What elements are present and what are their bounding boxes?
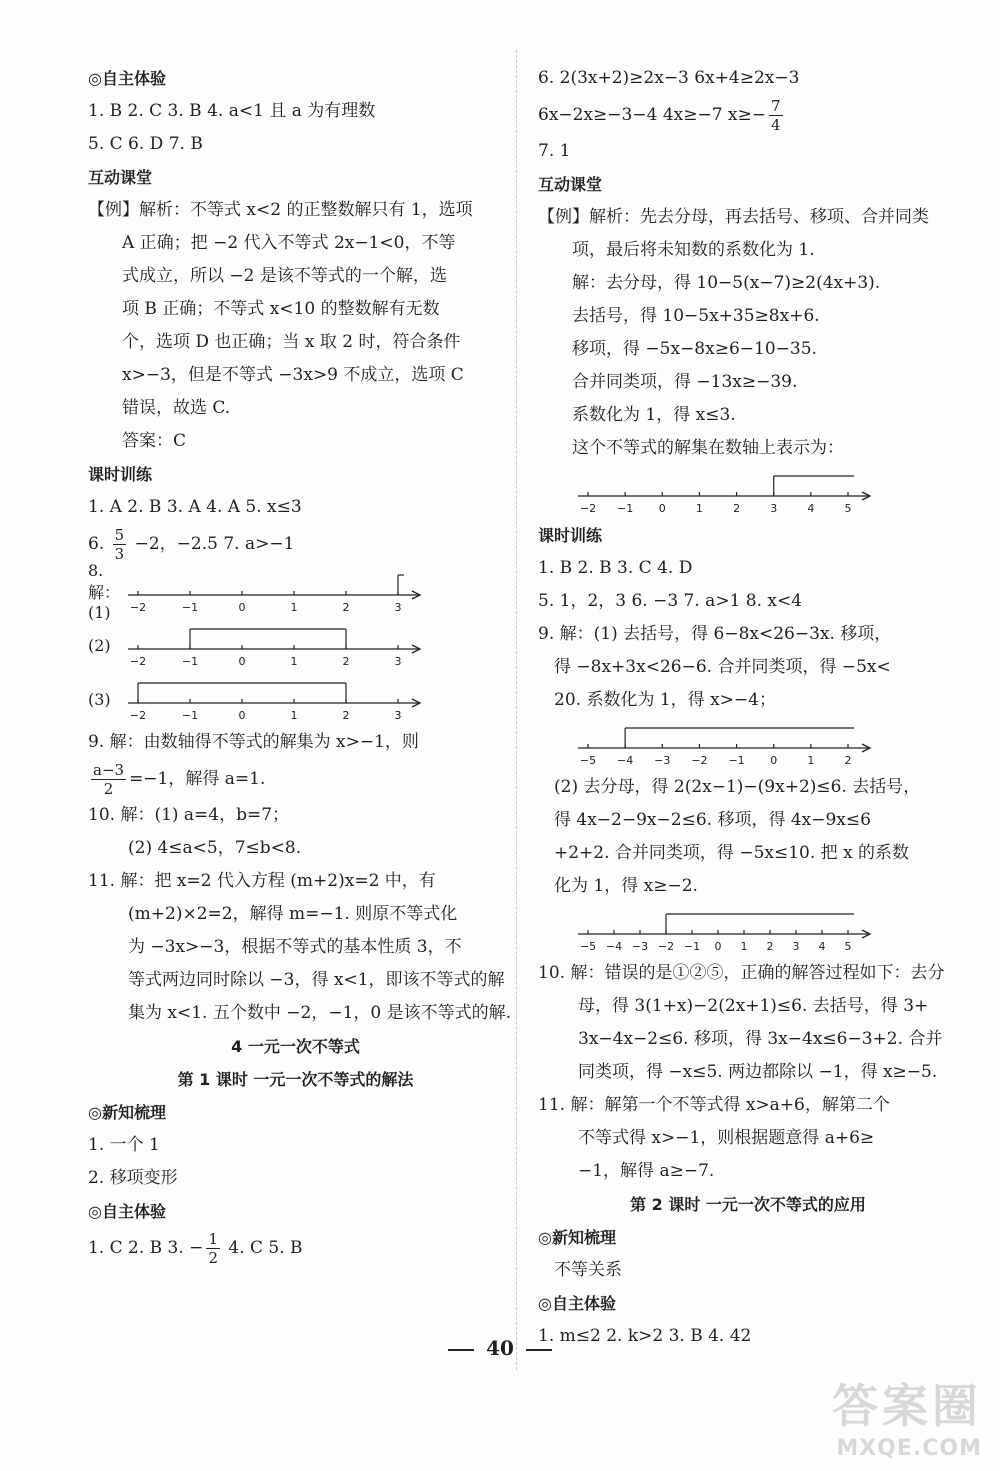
number-line-row xyxy=(538,717,958,771)
text-line: 解：去分母，得 10−5(x−7)≥2(4x+3). xyxy=(572,273,881,293)
tick-label: 2 xyxy=(766,940,774,953)
fraction xyxy=(206,1230,220,1267)
denominator: 3 xyxy=(114,545,125,563)
section-heading: ◎自主体验 xyxy=(538,1294,616,1313)
text-line: 答案：C xyxy=(122,431,187,451)
tick-label: −5 xyxy=(579,754,597,767)
section-heading: ◎自主体验 xyxy=(88,1202,166,1221)
tick-label: 1 xyxy=(290,709,298,722)
text-line: 不等式得 x>−1，则根据题意得 a+6≥ xyxy=(578,1128,875,1148)
number-line-label: 8. 解：(1) xyxy=(88,560,121,622)
section-heading: 互动课堂 xyxy=(88,168,153,187)
number-line xyxy=(574,718,874,770)
text-line xyxy=(538,95,958,135)
text-line: 去括号，得 10−5x+35≥8x+6. xyxy=(572,306,820,326)
tick-label: 3 xyxy=(394,709,402,722)
tick-label: −1 xyxy=(617,502,634,515)
tick-label: 1 xyxy=(695,502,703,515)
frac-prefix: 1. C 2. B 3. − xyxy=(88,1238,204,1258)
denominator: 2 xyxy=(103,780,114,798)
text-line: 系数化为 1，得 x≤3. xyxy=(572,405,736,425)
text-line: 得 −8x+3x<26−6. 合并同类项，得 −5x< xyxy=(554,657,891,677)
text-line: 1. 一个 1 xyxy=(88,1135,160,1155)
tick-label: 2 xyxy=(342,709,350,722)
text-line: 10. 解：(1) a=4，b=7； xyxy=(88,805,290,825)
tick-label: −2 xyxy=(579,502,597,515)
text-line: 5. C 6. D 7. B xyxy=(88,134,203,154)
tick-label: 0 xyxy=(238,655,246,668)
number-line-row xyxy=(88,560,503,622)
text-line: 为 −3x>−3，根据不等式的基本性质 3，不 xyxy=(128,937,462,957)
tick-label: 1 xyxy=(807,754,815,767)
tick-label: −4 xyxy=(617,754,634,767)
text-line: 个，选项 D 也正确；当 x 取 2 时，符合条件 xyxy=(122,332,461,352)
text-line: 1. m≤2 2. k>2 3. B 4. 42 xyxy=(538,1326,752,1346)
numerator: 1 xyxy=(208,1230,218,1248)
number-line xyxy=(124,673,424,725)
frac-suffix: −2，−2.5 7. a>−1 xyxy=(129,534,295,554)
watermark-logo-text: 答案圈 xyxy=(832,1379,982,1433)
page-number-value: 40 xyxy=(486,1336,514,1360)
tick-label: 3 xyxy=(792,940,800,953)
frac-prefix: 6. xyxy=(88,534,110,554)
text-line: 合并同类项，得 −13x≥−39. xyxy=(572,372,798,392)
tick-label: −5 xyxy=(579,940,597,953)
lesson-title: 4 一元一次不等式 xyxy=(231,1037,360,1056)
tick-label: 2 xyxy=(342,655,350,668)
frac-suffix: =−1，解得 a=1. xyxy=(129,769,266,789)
tick-label: −1 xyxy=(683,940,701,953)
text-line xyxy=(88,1228,503,1268)
tick-label: 0 xyxy=(714,940,722,953)
tick-label: −2 xyxy=(129,601,147,614)
text-line: 集为 x<1. 五个数中 −2，−1，0 是该不等式的解. xyxy=(128,1003,512,1023)
tick-label: 2 xyxy=(342,601,350,614)
section-heading: ◎自主体验 xyxy=(88,69,166,88)
text-line: 【例】解析：不等式 x<2 的正整数解只有 1，选项 xyxy=(88,200,473,220)
number-line-row xyxy=(538,903,958,957)
tick-label: −1 xyxy=(728,754,745,767)
tick-label: −2 xyxy=(691,754,708,767)
number-line-row xyxy=(88,672,503,726)
tick-label: 3 xyxy=(770,502,778,515)
text-line: 1. B 2. C 3. B 4. a<1 且 a 为有理数 xyxy=(88,101,376,121)
number-line-row xyxy=(88,618,503,672)
text-line xyxy=(88,524,503,564)
text-line: 11. 解：把 x=2 代入方程 (m+2)x=2 中，有 xyxy=(88,871,436,891)
denominator: 2 xyxy=(208,1249,218,1267)
section-heading: 课时训练 xyxy=(88,465,153,484)
page-number xyxy=(0,1336,1000,1360)
frac-suffix: 4. C 5. B xyxy=(222,1238,303,1258)
tick-label: −2 xyxy=(129,655,147,668)
tick-label: 2 xyxy=(844,754,852,767)
tick-label: −2 xyxy=(657,940,675,953)
text-line: 得 4x−2−9x−2≤6. 移项，得 4x−9x≤6 xyxy=(554,810,871,830)
tick-label: 2 xyxy=(733,502,741,515)
text-line: x>−3，但是不等式 −3x>9 不成立，选项 C xyxy=(122,365,464,385)
text-line: 【例】解析：先去分母，再去括号、移项、合并同类 xyxy=(538,207,929,227)
tick-label: 4 xyxy=(807,502,815,515)
fraction xyxy=(91,761,126,798)
text-line: 项，最后将未知数的系数化为 1. xyxy=(572,240,815,260)
text-line: 9. 解：(1) 去括号，得 6−8x<26−3x. 移项， xyxy=(538,624,892,644)
tick-label: −3 xyxy=(631,940,649,953)
number-line xyxy=(124,619,424,671)
tick-label: 1 xyxy=(290,655,298,668)
text-line: 6. 2(3x+2)≥2x−3 6x+4≥2x−3 xyxy=(538,68,800,88)
column-divider xyxy=(516,50,517,1370)
text-line: 这个不等式的解集在数轴上表示为： xyxy=(572,438,844,458)
tick-label: 0 xyxy=(770,754,778,767)
number-line xyxy=(574,904,874,956)
text-line: 3x−4x−2≤6. 移项，得 3x−4x≤6−3+2. 合并 xyxy=(578,1029,943,1049)
page-number-dash-right xyxy=(526,1349,552,1351)
tick-label: −1 xyxy=(181,709,199,722)
text-line: (2) 去分母，得 2(2x−1)−(9x+2)≤6. 去括号， xyxy=(554,777,921,797)
fraction xyxy=(113,526,127,563)
tick-label: 5 xyxy=(844,502,852,515)
number-line-label: (2) xyxy=(88,635,111,655)
numerator: 5 xyxy=(114,526,125,544)
section-heading: ◎新知梳理 xyxy=(88,1103,166,1122)
tick-label: 5 xyxy=(844,940,852,953)
right-column xyxy=(538,62,958,1353)
text-line: 2. 移项变形 xyxy=(88,1168,178,1188)
text-line: 11. 解：解第一个不等式得 x>a+6，解第二个 xyxy=(538,1095,890,1115)
tick-label: 3 xyxy=(394,655,402,668)
text-line: 母，得 3(1+x)−2(2x+1)≤6. 去括号，得 3+ xyxy=(578,996,929,1016)
section-heading: 互动课堂 xyxy=(538,175,603,194)
section-heading: ◎新知梳理 xyxy=(538,1228,616,1247)
fraction xyxy=(769,97,783,134)
tick-label: −1 xyxy=(181,655,199,668)
numerator: a−3 xyxy=(93,761,125,779)
tick-label: 4 xyxy=(818,940,826,953)
text-line: 式成立，所以 −2 是该不等式的一个解，选 xyxy=(122,266,447,286)
tick-label: −1 xyxy=(181,601,199,614)
text-line: +2+2. 合并同类项，得 −5x≤10. 把 x 的系数 xyxy=(554,843,910,863)
text-line: 7. 1 xyxy=(538,141,571,161)
tick-label: −4 xyxy=(605,940,623,953)
text-line: 1. A 2. B 3. A 4. A 5. x≤3 xyxy=(88,497,302,517)
text-line: −1，解得 a≥−7. xyxy=(578,1161,715,1181)
text-line: (m+2)×2=2，解得 m=−1. 则原不等式化 xyxy=(128,904,458,924)
tick-label: 0 xyxy=(238,709,246,722)
text-line: 10. 解：错误的是①②⑤，正确的解答过程如下：去分 xyxy=(538,963,945,983)
tick-label: 0 xyxy=(238,601,246,614)
tick-label: −2 xyxy=(129,709,147,722)
text-line: 项 B 正确；不等式 x<10 的整数解有无数 xyxy=(122,299,440,319)
text-line: 不等关系 xyxy=(554,1260,622,1280)
tick-label: 1 xyxy=(290,601,298,614)
text-line: 同类项，得 −x≤5. 两边都除以 −1，得 x≥−5. xyxy=(578,1062,938,1082)
text-line: 9. 解：由数轴得不等式的解集为 x>−1，则 xyxy=(88,732,419,752)
text-line: 5. 1，2，3 6. −3 7. a>1 8. x<4 xyxy=(538,591,803,611)
text-line: 错误，故选 C. xyxy=(122,398,231,418)
number-line xyxy=(124,565,424,617)
text-line: 1. B 2. B 3. C 4. D xyxy=(538,558,693,578)
frac-prefix: 6x−2x≥−3−4 4x≥−7 x≥− xyxy=(538,105,767,125)
tick-label: 0 xyxy=(658,502,666,515)
number-line-label: (3) xyxy=(88,689,111,709)
tick-label: −3 xyxy=(654,754,671,767)
number-line xyxy=(574,466,874,518)
text-line: 等式两边同时除以 −3，得 x<1，即该不等式的解 xyxy=(128,970,505,990)
text-line: 20. 系数化为 1，得 x>−4； xyxy=(554,690,776,710)
section-heading: 课时训练 xyxy=(538,526,603,545)
text-line: (2) 4≤a<5，7≤b<8. xyxy=(128,838,302,858)
page-number-dash-left xyxy=(448,1349,474,1351)
denominator: 4 xyxy=(771,116,781,134)
text-line xyxy=(88,759,503,799)
number-line-row xyxy=(538,465,958,519)
watermark-url: MXQE.COM xyxy=(836,1436,982,1461)
lesson-title: 第 2 课时 一元一次不等式的应用 xyxy=(630,1195,866,1214)
lesson-title: 第 1 课时 一元一次不等式的解法 xyxy=(177,1070,414,1089)
text-line: A 正确；把 −2 代入不等式 2x−1<0，不等 xyxy=(122,233,456,253)
watermark xyxy=(832,1370,982,1461)
tick-label: 3 xyxy=(394,601,402,614)
text-line: 化为 1，得 x≥−2. xyxy=(554,876,698,896)
left-column xyxy=(88,62,512,1268)
text-line: 移项，得 −5x−8x≥6−10−35. xyxy=(572,339,817,359)
numerator: 7 xyxy=(771,97,781,115)
tick-label: 1 xyxy=(740,940,748,953)
